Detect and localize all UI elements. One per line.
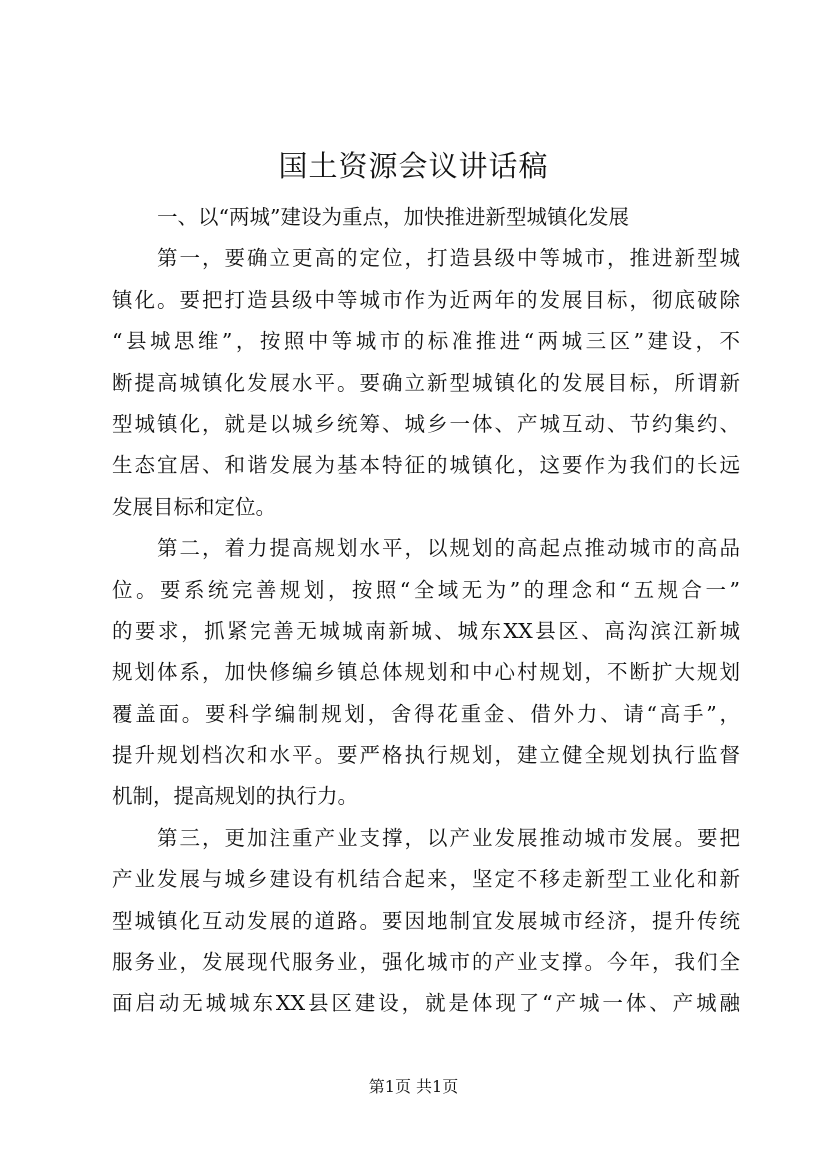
text-line: 镇化。要把打造县级中等城市作为近两年的发展目标，彻底破除 (112, 287, 740, 312)
text-line: 断提高城镇化发展水平。要确立新型城镇化的发展目标，所谓新 (112, 370, 740, 395)
text-line: 机制，提高规划的执行力。 (112, 784, 358, 809)
text-line: 生态宜居、和谐发展为基本特征的城镇化，这要作为我们的长远 (112, 453, 740, 478)
text-line: 一、以“两城”建设为重点，加快推进新型城镇化发展 (157, 205, 629, 229)
page-footer: 第1页 共1页 (368, 1077, 459, 1096)
text-line: 型城镇化互动发展的道路。要因地制宜发展城市经济，提升传统 (112, 908, 740, 933)
text-line: 服务业，发展现代服务业，强化城市的产业支撑。今年，我们全 (112, 950, 740, 975)
text-line: 第一，要确立更高的定位，打造县级中等城市，推进新型城 (157, 246, 740, 271)
text-line: 位。要系统完善规划，按照“全域无为”的理念和“五规合一” (112, 577, 740, 602)
document-title: 国土资源会议讲话稿 (278, 149, 549, 183)
text-line: 第二，着力提高规划水平，以规划的高起点推动城市的高品 (157, 536, 740, 561)
text-line: 的要求，抓紧完善无城城南新城、城东XX县区、高沟滨江新城 (112, 618, 740, 643)
text-line: 发展目标和定位。 (112, 494, 276, 519)
text-line: 产业发展与城乡建设有机结合起来，坚定不移走新型工业化和新 (112, 867, 740, 892)
text-line: 提升规划档次和水平。要严格执行规划，建立健全规划执行监督 (112, 743, 740, 768)
text-line: 面启动无城城东XX县区建设，就是体现了“产城一体、产城融 (112, 991, 740, 1016)
text-line: 型城镇化，就是以城乡统筹、城乡一体、产城互动、节约集约、 (112, 411, 740, 436)
document-body (112, 197, 740, 1025)
text-line: “县城思维”，按照中等城市的标准推进“两城三区”建设，不 (112, 329, 740, 354)
text-line: 覆盖面。要科学编制规划，舍得花重金、借外力、请“高手”， (112, 701, 740, 726)
text-line: 规划体系，加快修编乡镇总体规划和中心村规划，不断扩大规划 (112, 660, 740, 685)
text-line: 第三，更加注重产业支撑，以产业发展推动城市发展。要把 (157, 825, 740, 850)
